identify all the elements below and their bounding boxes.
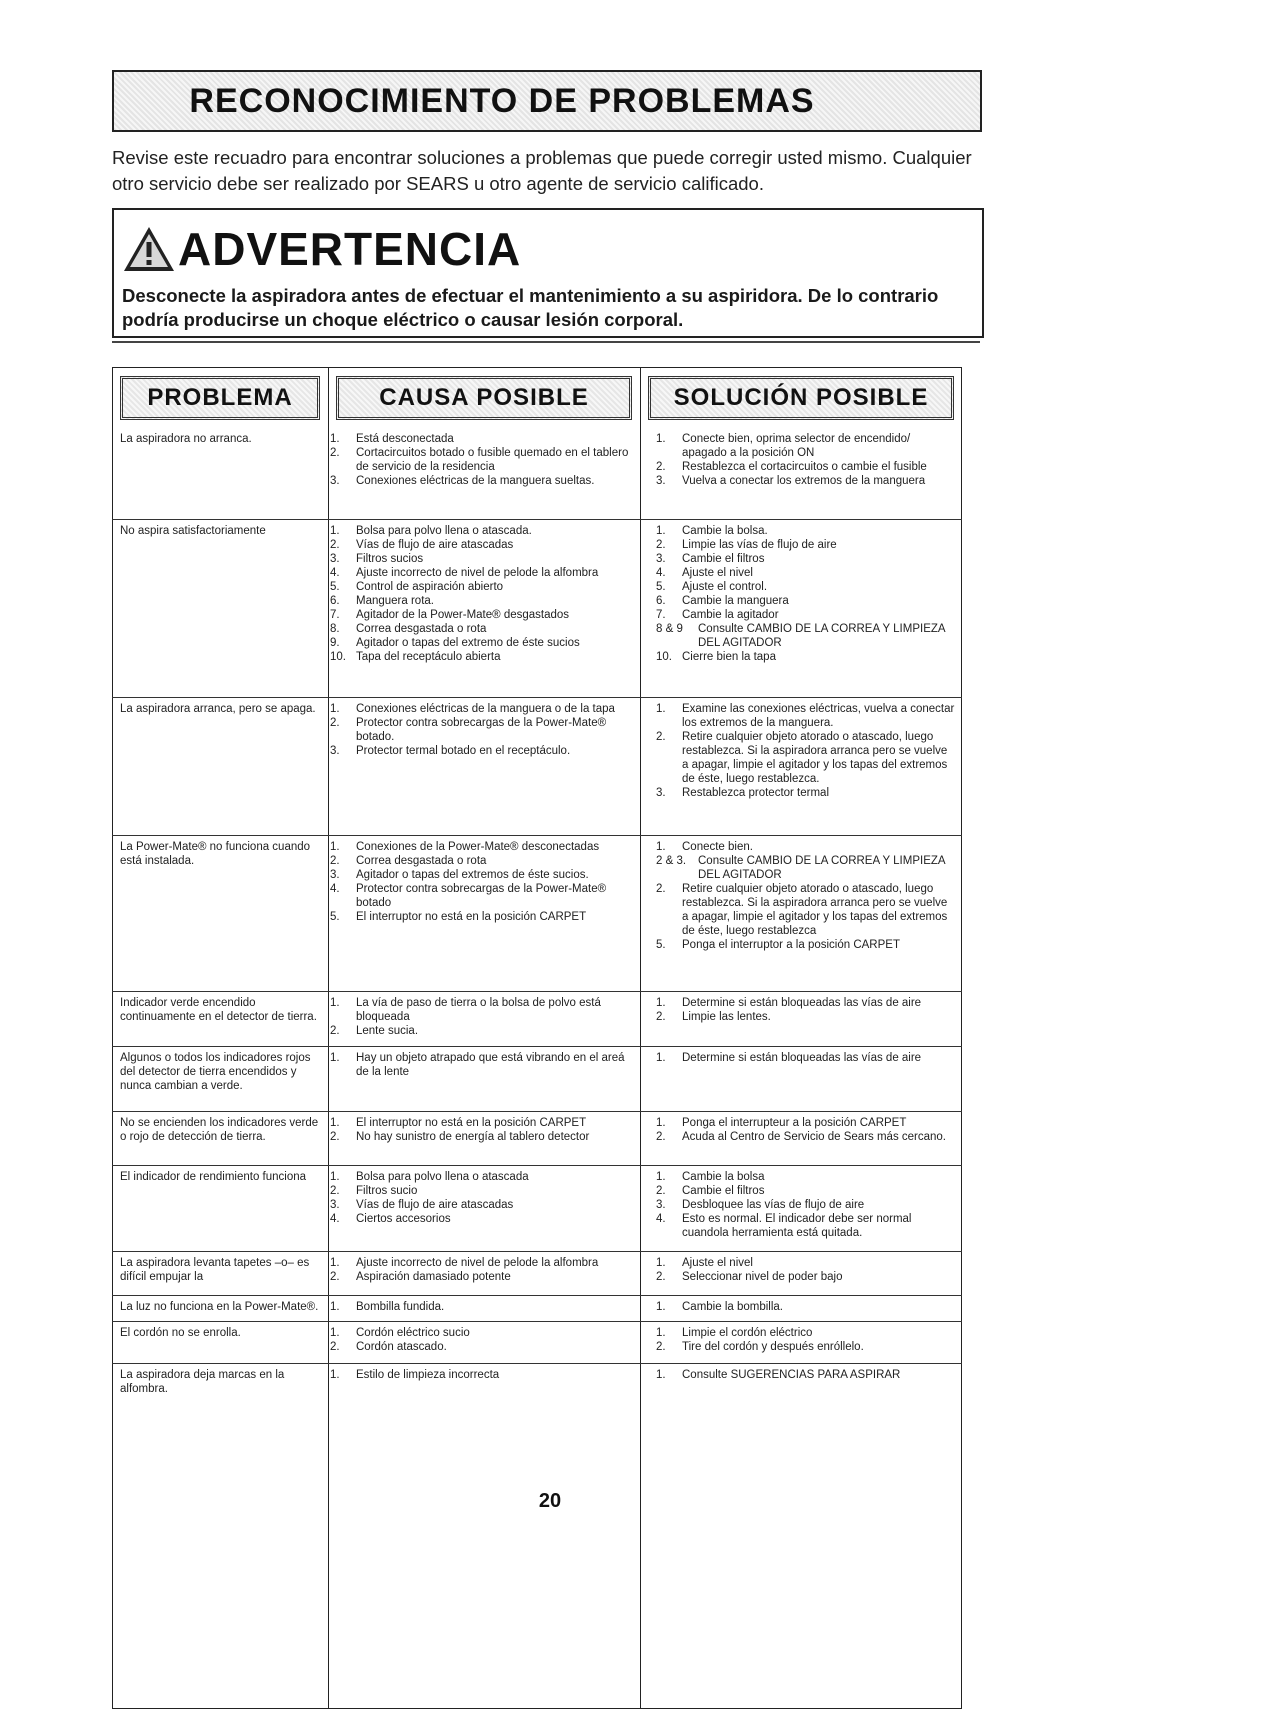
list-item (330, 1116, 640, 1130)
item-text: Protector termal botado en el receptáculo. (356, 745, 571, 757)
item-number: 1. (656, 433, 666, 445)
item-number: 3. (656, 553, 666, 565)
item-text: Aspiración damasiado potente (356, 1271, 511, 1283)
item-number: 2. (330, 855, 340, 867)
item-number: 10. (330, 651, 346, 663)
problem-cell: El indicador de rendimiento funciona (120, 1171, 307, 1183)
cause-cell (330, 524, 640, 664)
item-number: 4. (656, 1213, 666, 1225)
item-text: Filtros sucio (356, 1185, 418, 1197)
table-row (112, 994, 962, 1046)
item-number: 3. (330, 553, 340, 565)
item-text: Manguera rota. (356, 595, 434, 607)
item-number: 3. (330, 475, 340, 487)
list-item (330, 636, 640, 650)
item-text: Conecte bien, oprima selector de encendido/ apagado a la posición ON (682, 433, 911, 459)
item-text: Vuelva a conectar los extremos de la manguera (682, 475, 926, 487)
item-number: 1. (656, 1052, 666, 1064)
item-number: 4. (330, 883, 340, 895)
item-text: Agitador o tapas del extremo de éste sucios (356, 637, 580, 649)
item-number: 2. (330, 1131, 340, 1143)
item-number: 1. (656, 997, 666, 1009)
item-text: El interruptor no está en la posición CARPET (356, 911, 587, 923)
item-text: Ponga el interruptor a la posición CARPET (682, 939, 900, 951)
item-number: 3. (330, 869, 340, 881)
table-row (112, 1114, 962, 1165)
item-text: Correa desgastada o rota (356, 855, 487, 867)
solution-cell (656, 996, 956, 1024)
list-item (330, 1198, 640, 1212)
list-item (656, 702, 956, 730)
list-item (330, 882, 640, 910)
item-text: Bolsa para polvo llena o atascada (356, 1171, 529, 1183)
item-number: 2. (656, 539, 666, 551)
table-row (112, 1366, 962, 1420)
list-item (656, 538, 956, 552)
item-text: La vía de paso de tierra o la bolsa de polvo está bloqueada (356, 997, 601, 1023)
item-number: 7. (330, 609, 340, 621)
item-number: 1. (330, 1369, 340, 1381)
item-text: Conexiones eléctricas de la manguera sueltas. (356, 475, 595, 487)
list-item (330, 446, 640, 474)
solution-cell (656, 1116, 956, 1144)
item-text: Ciertos accesorios (356, 1213, 451, 1225)
item-number: 1. (330, 703, 340, 715)
table-row (112, 1168, 962, 1251)
item-number: 3. (656, 475, 666, 487)
list-item (330, 1340, 640, 1354)
item-text: Retire cualquier objeto atorado o atascado, luego restablezca. Si la aspiradora arranca pero se vuelve a apagar, limpie el agitador y los tapas del extremos de éste, luego restablezca (682, 883, 948, 937)
item-number: 4. (330, 567, 340, 579)
item-number: 1. (656, 1327, 666, 1339)
item-number: 2. (330, 447, 340, 459)
list-item (656, 524, 956, 538)
list-item (330, 608, 640, 622)
item-number: 4. (330, 1213, 340, 1225)
item-text: Conecte bien. (682, 841, 753, 853)
item-number: 1. (656, 1301, 666, 1313)
list-item (656, 1184, 956, 1198)
list-item (656, 1270, 956, 1284)
item-text: Consulte CAMBIO DE LA CORREA Y LIMPIEZA DEL AGITADOR (698, 855, 945, 881)
problem-cell: El cordón no se enrolla. (120, 1327, 241, 1339)
cause-cell (330, 1300, 640, 1314)
list-item (656, 460, 956, 474)
item-text: Cambie la manguera (682, 595, 789, 607)
item-text: Bolsa para polvo llena o atascada. (356, 525, 532, 537)
solution-cell (656, 432, 956, 488)
problem-cell: La aspiradora levanta tapetes –o– es difícil empujar la (120, 1257, 310, 1283)
title-banner (112, 70, 982, 132)
item-text: Estilo de limpieza incorrecta (356, 1369, 500, 1381)
item-text: No hay sunistro de energía al tablero detector (356, 1131, 590, 1143)
problem-cell: No se encienden los indicadores verde o rojo de detección de tierra. (120, 1117, 319, 1143)
list-item (656, 1326, 956, 1340)
cause-cell (330, 1170, 640, 1226)
list-item (330, 1170, 640, 1184)
item-text: Tapa del receptáculo abierta (356, 651, 501, 663)
item-text: Conexiones eléctricas de la manguera o de la tapa (356, 703, 615, 715)
item-text: Agitador o tapas del extremos de éste sucios. (356, 869, 589, 881)
item-number: 8 & 9 (656, 623, 683, 635)
item-number: 3. (330, 745, 340, 757)
item-number: 2. (656, 1271, 666, 1283)
warning-triangle-icon (122, 224, 176, 274)
list-item (656, 786, 956, 800)
item-text: Control de aspiración abierto (356, 581, 504, 593)
list-item (656, 1256, 956, 1270)
list-item (656, 594, 956, 608)
table-row (112, 838, 962, 991)
solution-cell (656, 1256, 956, 1284)
item-text: Cordón eléctrico sucio (356, 1327, 470, 1339)
item-text: Cambie la agitador (682, 609, 779, 621)
item-text: Esto es normal. El indicador debe ser normal cuandola herramienta está quitada. (682, 1213, 912, 1239)
item-text: Cambie la bombilla. (682, 1301, 783, 1313)
item-number: 7. (656, 609, 666, 621)
list-item (656, 1198, 956, 1212)
item-number: 1. (330, 1257, 340, 1269)
list-item (330, 1130, 640, 1144)
item-number: 1. (656, 703, 666, 715)
list-item (656, 1300, 956, 1314)
list-item (330, 650, 640, 664)
list-item (656, 1010, 956, 1024)
item-number: 2 & 3. (656, 855, 687, 867)
table-row (112, 700, 962, 835)
item-text: Limpie el cordón eléctrico (682, 1327, 813, 1339)
list-item (656, 474, 956, 488)
list-item (656, 854, 956, 882)
item-text: Cierre bien la tapa (682, 651, 776, 663)
item-number: 6. (330, 595, 340, 607)
problem-cell: La luz no funciona en la Power-Mate®. (120, 1301, 319, 1313)
list-item (330, 594, 640, 608)
list-item (656, 432, 956, 460)
list-item (330, 716, 640, 744)
list-item (330, 1270, 640, 1284)
row-divider (112, 991, 962, 992)
warning-box (112, 208, 984, 338)
table-row (112, 1049, 962, 1111)
item-text: Tire del cordón y después enróllelo. (682, 1341, 864, 1353)
cause-cell (330, 840, 640, 924)
item-text: Correa desgastada o rota (356, 623, 487, 635)
item-text: Restablezca protector termal (682, 787, 830, 799)
item-number: 1. (656, 1257, 666, 1269)
item-text: Retire cualquier objeto atorado o atascado, luego restablezca. Si la aspiradora arranca pero se vuelve a apagar, limpie el agitador y los tapas del extremos de éste, luego restablezca. (682, 731, 948, 785)
table-row (112, 1298, 962, 1321)
list-item (330, 538, 640, 552)
item-text: Cambie el filtros (682, 553, 765, 565)
item-number: 3. (330, 1199, 340, 1211)
item-number: 2. (330, 1341, 340, 1353)
item-text: Determine si están bloqueadas las vías de aire (682, 997, 922, 1009)
solution-cell (656, 1051, 956, 1065)
header-problem: PROBLEMA (120, 376, 320, 420)
item-number: 6. (656, 595, 666, 607)
item-number: 1. (330, 997, 340, 1009)
item-number: 5. (330, 911, 340, 923)
list-item (656, 938, 956, 952)
item-text: Bombilla fundida. (356, 1301, 445, 1313)
item-number: 5. (656, 939, 666, 951)
row-divider (112, 697, 962, 698)
item-text: Cambie el filtros (682, 1185, 765, 1197)
item-number: 1. (656, 841, 666, 853)
cause-cell (330, 702, 640, 758)
item-text: Consulte CAMBIO DE LA CORREA Y LIMPIEZA DEL AGITADOR (698, 623, 945, 649)
item-text: Determine si están bloqueadas las vías de aire (682, 1052, 922, 1064)
item-text: Ajuste el nivel (682, 567, 753, 579)
problem-cell: La aspiradora deja marcas en la alfombra. (120, 1369, 285, 1395)
problem-cell: Indicador verde encendido continuamente en el detector de tierra. (120, 997, 317, 1023)
solution-cell (656, 524, 956, 664)
item-text: Consulte SUGERENCIAS PARA ASPIRAR (682, 1369, 901, 1381)
item-number: 1. (330, 1327, 340, 1339)
list-item (330, 1256, 640, 1270)
intro-text: Revise este recuadro para encontrar soluciones a problemas que puede corregir usted mismo. Cualquier otro servicio debe ser realizado por SEARS u otro agente de servicio calificado. (112, 147, 972, 194)
list-item (330, 474, 640, 488)
item-number: 2. (330, 1271, 340, 1283)
item-number: 1. (330, 1171, 340, 1183)
list-item (330, 910, 640, 924)
row-divider (112, 1111, 962, 1112)
item-number: 3. (656, 1199, 666, 1211)
item-number: 1. (330, 433, 340, 445)
item-number: 2. (656, 1185, 666, 1197)
item-number: 2. (330, 1185, 340, 1197)
list-item (330, 1051, 640, 1079)
item-number: 3. (656, 787, 666, 799)
item-text: Agitador de la Power-Mate® desgastados (356, 609, 570, 621)
warning-header (122, 222, 521, 276)
list-item (330, 1368, 640, 1382)
item-text: Está desconectada (356, 433, 454, 445)
item-number: 2. (656, 1341, 666, 1353)
cause-cell (330, 1326, 640, 1354)
row-divider (112, 1363, 962, 1364)
solution-cell (656, 840, 956, 952)
cause-cell (330, 1256, 640, 1284)
item-text: Acuda al Centro de Servicio de Sears más cercano. (682, 1131, 946, 1143)
item-text: El interruptor no está en la posición CARPET (356, 1117, 587, 1129)
cause-cell (330, 432, 640, 488)
list-item (656, 1170, 956, 1184)
list-item (330, 432, 640, 446)
item-text: Cortacircuitos botado o fusible quemado en el tablero de servicio de la residencia (356, 447, 629, 473)
solution-cell (656, 1326, 956, 1354)
item-text: Limpie las vías de flujo de aire (682, 539, 837, 551)
item-number: 1. (330, 525, 340, 537)
problem-cell: No aspira satisfactoriamente (120, 525, 266, 537)
row-divider (112, 835, 962, 836)
list-item (656, 608, 956, 622)
item-number: 2. (656, 883, 666, 895)
item-text: Desbloquee las vías de flujo de aire (682, 1199, 865, 1211)
item-text: Filtros sucios (356, 553, 424, 565)
item-number: 4. (656, 567, 666, 579)
list-item (656, 1368, 956, 1382)
row-divider (112, 1046, 962, 1047)
item-text: Limpie las lentes. (682, 1011, 771, 1023)
item-text: Ajuste el nivel (682, 1257, 753, 1269)
table-row (112, 1254, 962, 1295)
item-number: 5. (656, 581, 666, 593)
list-item (656, 622, 956, 650)
problem-cell: Algunos o todos los indicadores rojos del detector de tierra encendidos y nunca cambian a verde. (120, 1052, 311, 1092)
list-item (330, 1024, 640, 1038)
list-item (330, 744, 640, 758)
item-number: 1. (330, 1117, 340, 1129)
list-item (330, 524, 640, 538)
item-number: 2. (656, 1011, 666, 1023)
item-number: 1. (656, 1369, 666, 1381)
item-text: Ajuste incorrecto de nivel de pelode la alfombra (356, 567, 599, 579)
item-text: Cambie la bolsa (682, 1171, 765, 1183)
item-text: Examine las conexiones eléctricas, vuelva a conectar los extremos de la manguera. (682, 703, 955, 729)
solution-cell (656, 1300, 956, 1314)
list-item (330, 622, 640, 636)
item-number: 5. (330, 581, 340, 593)
list-item (656, 1130, 956, 1144)
list-item (656, 566, 956, 580)
list-item (330, 1184, 640, 1198)
solution-cell (656, 702, 956, 800)
list-item (656, 580, 956, 594)
item-text: Seleccionar nivel de poder bajo (682, 1271, 843, 1283)
list-item (330, 996, 640, 1024)
item-number: 2. (330, 539, 340, 551)
list-item (330, 868, 640, 882)
warning-text: Desconecte la aspiradora antes de efectuar el mantenimiento a su aspiridora. De lo contrario podría producirse un choque eléctrico o causar lesión corporal. (122, 285, 939, 330)
item-number: 1. (656, 525, 666, 537)
item-text: Ajuste el control. (682, 581, 768, 593)
list-item (656, 650, 956, 664)
list-item (330, 566, 640, 580)
item-number: 2. (656, 1131, 666, 1143)
header-solution: SOLUCIÓN POSIBLE (648, 376, 954, 420)
item-text: Protector contra sobrecargas de la Power-Mate® botado (356, 883, 607, 909)
list-item (656, 552, 956, 566)
list-item (330, 1326, 640, 1340)
row-divider (112, 1251, 962, 1252)
item-number: 10. (656, 651, 672, 663)
cause-cell (330, 996, 640, 1038)
item-text: Restablezca el cortacircuitos o cambie el fusible (682, 461, 927, 473)
row-divider (112, 519, 962, 520)
row-divider (112, 1165, 962, 1166)
item-number: 1. (656, 1171, 666, 1183)
item-number: 1. (330, 841, 340, 853)
item-number: 2. (656, 731, 666, 743)
item-text: Ponga el interrupteur a la posición CARPET (682, 1117, 907, 1129)
item-text: Hay un objeto atrapado que está vibrando en el areá de la lente (356, 1052, 625, 1078)
row-divider (112, 1295, 962, 1296)
cause-cell (330, 1051, 640, 1079)
item-number: 9. (330, 637, 340, 649)
warning-title: ADVERTENCIA (178, 223, 522, 275)
item-number: 8. (330, 623, 340, 635)
list-item (330, 580, 640, 594)
problem-cell: La aspiradora no arranca. (120, 433, 252, 445)
item-text: Ajuste incorrecto de nivel de pelode la alfombra (356, 1257, 599, 1269)
item-text: Cordón atascado. (356, 1341, 447, 1353)
list-item (330, 854, 640, 868)
solution-cell (656, 1368, 956, 1382)
item-number: 1. (656, 1117, 666, 1129)
page-title: RECONOCIMIENTO DE PROBLEMAS (189, 81, 815, 120)
item-text: Vías de flujo de aire atascadas (356, 1199, 514, 1211)
page-number: 20 (538, 1490, 562, 1512)
problem-cell: La aspiradora arranca, pero se apaga. (120, 703, 316, 715)
list-item (656, 730, 956, 786)
item-number: 2. (656, 461, 666, 473)
item-text: Conexiones de la Power-Mate® desconectadas (356, 841, 600, 853)
cause-cell (330, 1368, 640, 1382)
problem-cell: La Power-Mate® no funciona cuando está instalada. (120, 841, 311, 867)
divider (112, 341, 980, 343)
table-row (112, 522, 962, 697)
cause-cell (330, 1116, 640, 1144)
list-item (656, 882, 956, 938)
table-row (112, 1324, 962, 1363)
item-text: Vías de flujo de aire atascadas (356, 539, 514, 551)
list-item (656, 1116, 956, 1130)
list-item (330, 552, 640, 566)
item-number: 2. (330, 717, 340, 729)
list-item (330, 840, 640, 854)
item-number: 2. (330, 1025, 340, 1037)
item-text: Protector contra sobrecargas de la Power-Mate® botado. (356, 717, 607, 743)
item-text: Cambie la bolsa. (682, 525, 768, 537)
list-item (656, 1212, 956, 1240)
list-item (330, 1212, 640, 1226)
header-cause: CAUSA POSIBLE (336, 376, 632, 420)
item-number: 1. (330, 1052, 340, 1064)
item-text: Lente sucia. (356, 1025, 419, 1037)
table-row (112, 430, 962, 519)
list-item (656, 996, 956, 1010)
list-item (330, 702, 640, 716)
list-item (330, 1300, 640, 1314)
item-number: 1. (330, 1301, 340, 1313)
list-item (656, 840, 956, 854)
list-item (656, 1051, 956, 1065)
solution-cell (656, 1170, 956, 1240)
list-item (656, 1340, 956, 1354)
row-divider (112, 1321, 962, 1322)
